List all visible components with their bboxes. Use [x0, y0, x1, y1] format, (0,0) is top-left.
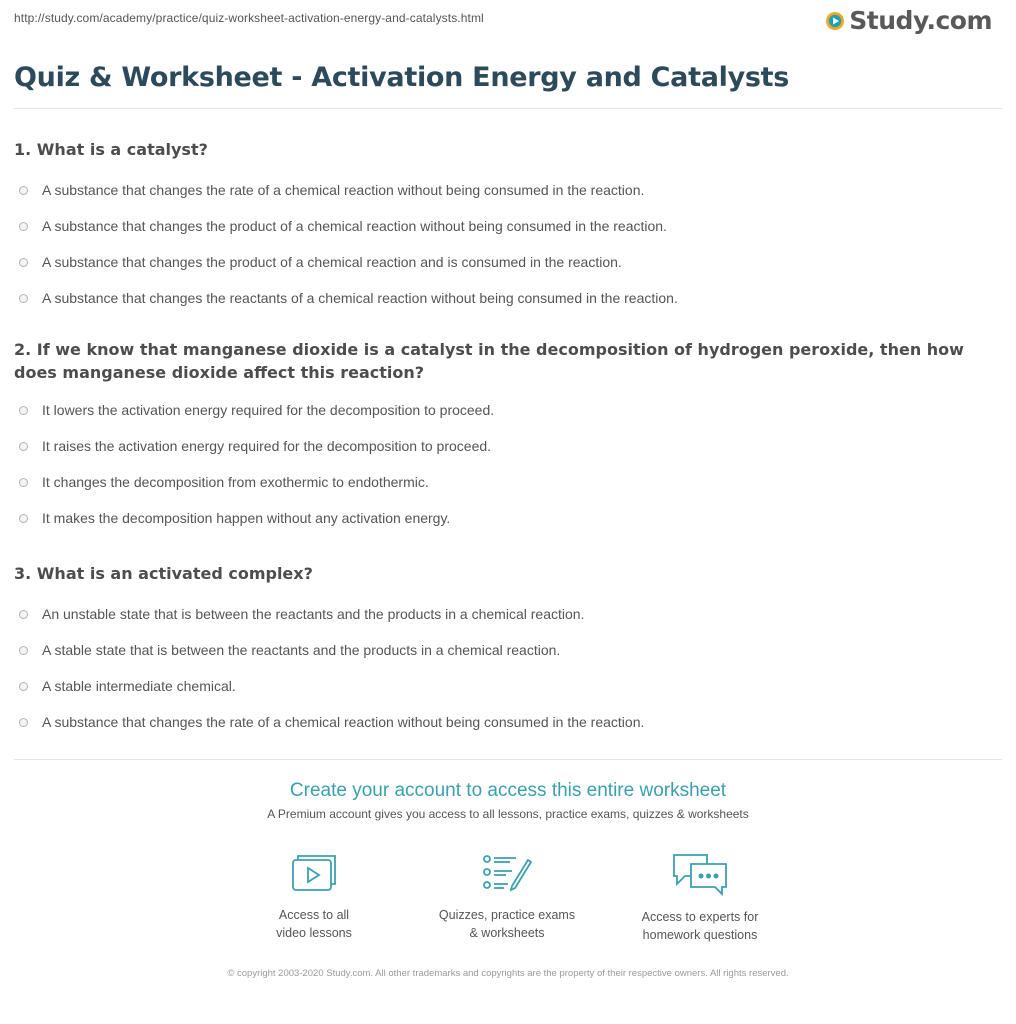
study-logo[interactable]: [825, 6, 992, 35]
radio-button[interactable]: [19, 294, 28, 303]
answer-option[interactable]: [14, 280, 976, 316]
answer-text: A substance that changes the rate of a chemical reaction without being consumed in the reaction.: [42, 182, 645, 198]
answer-option[interactable]: [14, 428, 976, 464]
answer-text: It lowers the activation energy required for the decomposition to proceed.: [42, 402, 495, 418]
radio-button[interactable]: [19, 442, 28, 451]
answer-option[interactable]: [14, 632, 976, 668]
answer-text: A substance that changes the reactants of a chemical reaction without being consumed in the reaction.: [42, 290, 678, 306]
page-title: Quiz & Worksheet - Activation Energy and Catalysts: [14, 62, 790, 93]
radio-button[interactable]: [19, 186, 28, 195]
answer-text: A stable state that is between the reactants and the products in a chemical reaction.: [42, 642, 561, 658]
answer-text: A stable intermediate chemical.: [42, 678, 236, 694]
cta-divider: [14, 759, 1002, 760]
quiz-list-icon: [482, 852, 532, 894]
question-text: 1. What is a catalyst?: [14, 140, 208, 159]
answer-option[interactable]: [14, 392, 976, 428]
answer-text: A substance that changes the product of a chemical reaction and is consumed in the reaction.: [42, 254, 622, 270]
answer-text: It makes the decomposition happen without any activation energy.: [42, 510, 451, 526]
radio-button[interactable]: [19, 514, 28, 523]
answer-option[interactable]: [14, 668, 976, 704]
question-text: 2. If we know that manganese dioxide is a catalyst in the decomposition of hydrogen peroxide, then how does manganese dioxide affect this reaction?: [14, 340, 964, 382]
radio-button[interactable]: [19, 406, 28, 415]
radio-button[interactable]: [19, 718, 28, 727]
feature-label: Access to experts for homework questions: [641, 910, 759, 942]
answer-option[interactable]: [14, 244, 976, 280]
answer-options: [14, 596, 976, 740]
answer-option[interactable]: [14, 596, 976, 632]
question-1: [14, 138, 976, 316]
feature-video-lessons: [224, 852, 404, 942]
feature-quizzes: [417, 852, 597, 942]
create-account-link[interactable]: Create your account to access this entire worksheet: [289, 780, 727, 801]
question-text: 3. What is an activated complex?: [14, 564, 313, 583]
answer-option[interactable]: [14, 500, 976, 536]
answer-option[interactable]: [14, 172, 976, 208]
answer-text: A substance that changes the product of a chemical reaction without being consumed in the reaction.: [42, 218, 667, 234]
radio-button[interactable]: [19, 222, 28, 231]
feature-experts: [610, 852, 790, 944]
logo-text: Study.com: [849, 6, 992, 35]
feature-label: Quizzes, practice exams & worksheets: [438, 908, 576, 940]
question-2: [14, 338, 976, 536]
page-url: http://study.com/academy/practice/quiz-worksheet-activation-energy-and-catalysts.html: [14, 11, 484, 25]
answer-text: It changes the decomposition from exothermic to endothermic.: [42, 474, 429, 490]
answer-option[interactable]: [14, 464, 976, 500]
radio-button[interactable]: [19, 682, 28, 691]
chat-bubbles-icon: [671, 852, 729, 896]
answer-options: [14, 392, 976, 536]
answer-options: [14, 172, 976, 316]
answer-text: A substance that changes the rate of a chemical reaction without being consumed in the reaction.: [42, 714, 645, 730]
play-logo-icon: [825, 11, 845, 31]
radio-button[interactable]: [19, 646, 28, 655]
cta-subtitle: A Premium account gives you access to all lessons, practice exams, quizzes & worksheets: [267, 807, 749, 821]
title-divider: [14, 108, 1002, 109]
radio-button[interactable]: [19, 478, 28, 487]
answer-option[interactable]: [14, 704, 976, 740]
copyright-notice: © copyright 2003-2020 Study.com. All other trademarks and copyrights are the property of their respective owners. All rights reserved.: [227, 968, 789, 979]
radio-button[interactable]: [19, 610, 28, 619]
video-lessons-icon: [290, 852, 338, 894]
radio-button[interactable]: [19, 258, 28, 267]
feature-label: Access to all video lessons: [276, 908, 352, 940]
answer-option[interactable]: [14, 208, 976, 244]
question-3: [14, 562, 976, 740]
answer-text: It raises the activation energy required for the decomposition to proceed.: [42, 438, 492, 454]
answer-text: An unstable state that is between the reactants and the products in a chemical reaction.: [42, 606, 585, 622]
